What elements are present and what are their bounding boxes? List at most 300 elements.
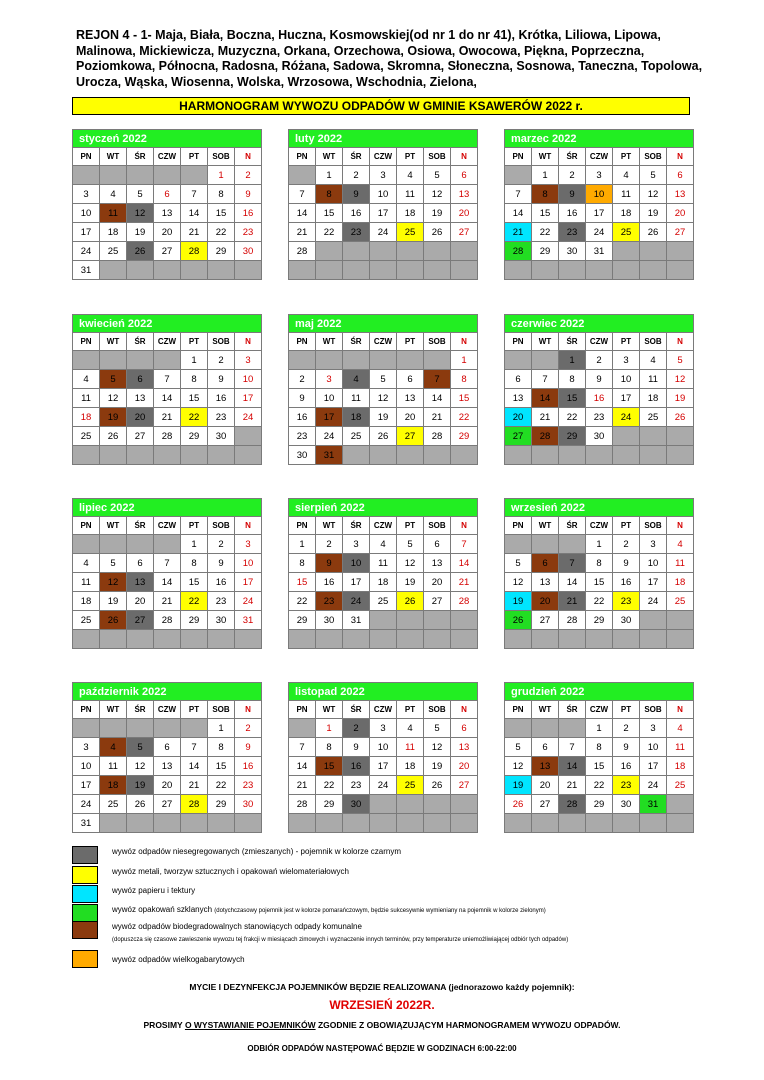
weekday-header: CZW (370, 517, 397, 535)
weekday-header: CZW (586, 333, 613, 351)
day-cell: 15 (316, 204, 343, 223)
day-cell: 24 (586, 223, 613, 242)
empty-cell (316, 261, 343, 280)
empty-cell (316, 814, 343, 833)
legend-label-bio-main: wywóz odpadów biodegradowalnych stanowiących odpady komunalne (112, 922, 362, 931)
day-cell: 18 (343, 408, 370, 427)
day-cell: 29 (181, 427, 208, 446)
weekday-header: SOB (424, 701, 451, 719)
day-cell: 13 (424, 554, 451, 573)
month-title: wrzesień 2022 (504, 498, 694, 516)
day-cell: 2 (343, 166, 370, 185)
day-cell: 16 (235, 757, 262, 776)
day-cell: 18 (100, 223, 127, 242)
day-cell: 26 (424, 223, 451, 242)
day-cell: 26 (505, 611, 532, 630)
day-cell: 19 (424, 757, 451, 776)
day-cell: 13 (505, 389, 532, 408)
day-cell: 7 (154, 370, 181, 389)
day-cell: 1 (208, 166, 235, 185)
day-cell: 18 (73, 592, 100, 611)
day-cell: 8 (208, 738, 235, 757)
weekday-header: ŚR (559, 517, 586, 535)
day-cell: 27 (451, 223, 478, 242)
weekday-header: ŚR (343, 517, 370, 535)
day-cell: 21 (424, 408, 451, 427)
day-cell: 1 (181, 351, 208, 370)
day-cell: 5 (505, 554, 532, 573)
day-cell: 23 (613, 776, 640, 795)
day-cell: 7 (505, 185, 532, 204)
month-title: listopad 2022 (288, 682, 478, 700)
day-cell: 21 (559, 592, 586, 611)
weekday-header: PN (73, 517, 100, 535)
day-cell: 13 (127, 389, 154, 408)
day-cell: 25 (100, 795, 127, 814)
day-cell: 7 (424, 370, 451, 389)
day-cell: 27 (424, 592, 451, 611)
weekday-header: CZW (370, 148, 397, 166)
day-cell: 19 (424, 204, 451, 223)
day-cell: 24 (370, 223, 397, 242)
day-cell: 2 (613, 535, 640, 554)
legend-label-bio (112, 921, 568, 946)
empty-cell (289, 719, 316, 738)
empty-cell (208, 261, 235, 280)
weekday-header: CZW (586, 148, 613, 166)
weekday-header: CZW (154, 333, 181, 351)
day-cell: 31 (343, 611, 370, 630)
day-cell: 10 (73, 204, 100, 223)
empty-cell (100, 814, 127, 833)
day-cell: 1 (316, 166, 343, 185)
day-cell: 13 (532, 573, 559, 592)
day-cell: 10 (370, 185, 397, 204)
day-cell: 6 (667, 166, 694, 185)
empty-cell (154, 446, 181, 465)
empty-cell (100, 446, 127, 465)
empty-cell (235, 427, 262, 446)
empty-cell (289, 814, 316, 833)
weekday-header: WT (532, 333, 559, 351)
day-cell: 25 (667, 592, 694, 611)
weekday-header: ŚR (127, 517, 154, 535)
day-cell: 30 (208, 611, 235, 630)
empty-cell (451, 814, 478, 833)
day-cell: 9 (316, 554, 343, 573)
day-cell: 12 (127, 757, 154, 776)
month-calendar (288, 682, 478, 833)
empty-cell (559, 719, 586, 738)
empty-cell (343, 351, 370, 370)
weekday-header: N (235, 333, 262, 351)
empty-cell (154, 261, 181, 280)
day-cell: 30 (316, 611, 343, 630)
day-cell: 15 (586, 573, 613, 592)
day-cell: 14 (154, 389, 181, 408)
footer-cleaning-month: WRZESIEŃ 2022R. (329, 998, 435, 1012)
day-cell: 20 (451, 204, 478, 223)
day-cell: 7 (289, 185, 316, 204)
day-cell: 24 (235, 592, 262, 611)
day-cell: 24 (640, 776, 667, 795)
empty-cell (181, 261, 208, 280)
empty-cell (208, 630, 235, 649)
day-cell: 2 (343, 719, 370, 738)
day-cell: 7 (559, 738, 586, 757)
legend-swatch-paper (72, 885, 98, 903)
empty-cell (208, 814, 235, 833)
empty-cell (100, 719, 127, 738)
day-cell: 22 (532, 223, 559, 242)
empty-cell (505, 535, 532, 554)
day-cell: 4 (397, 719, 424, 738)
day-cell: 8 (208, 185, 235, 204)
day-cell: 9 (208, 554, 235, 573)
empty-cell (397, 630, 424, 649)
day-cell: 23 (343, 223, 370, 242)
empty-cell (127, 535, 154, 554)
day-cell: 30 (586, 427, 613, 446)
day-cell: 14 (289, 204, 316, 223)
day-cell: 12 (100, 389, 127, 408)
day-cell: 18 (613, 204, 640, 223)
empty-cell (343, 261, 370, 280)
day-cell: 5 (100, 554, 127, 573)
day-cell: 11 (370, 554, 397, 573)
day-cell: 18 (667, 573, 694, 592)
day-cell: 10 (613, 370, 640, 389)
day-cell: 17 (370, 757, 397, 776)
day-cell: 28 (181, 242, 208, 261)
day-cell: 16 (289, 408, 316, 427)
empty-cell (181, 446, 208, 465)
day-cell: 2 (613, 719, 640, 738)
day-cell: 13 (451, 185, 478, 204)
empty-cell (667, 427, 694, 446)
day-cell: 17 (613, 389, 640, 408)
day-cell: 10 (316, 389, 343, 408)
weekday-header: ŚR (559, 333, 586, 351)
day-cell: 26 (667, 408, 694, 427)
month-calendar (288, 129, 478, 280)
day-cell: 3 (73, 738, 100, 757)
weekday-header: PT (613, 148, 640, 166)
day-cell: 17 (73, 223, 100, 242)
weekday-header: PT (613, 701, 640, 719)
day-cell: 29 (181, 611, 208, 630)
empty-cell (100, 630, 127, 649)
footer-request-underlined: O WYSTAWIANIE POJEMNIKÓW (184, 1020, 316, 1030)
empty-cell (73, 630, 100, 649)
empty-cell (640, 242, 667, 261)
day-cell: 23 (289, 427, 316, 446)
day-cell: 11 (100, 757, 127, 776)
day-cell: 20 (532, 776, 559, 795)
day-cell: 12 (640, 185, 667, 204)
day-cell: 28 (181, 795, 208, 814)
day-cell: 19 (127, 223, 154, 242)
day-cell: 4 (370, 535, 397, 554)
empty-cell (505, 719, 532, 738)
legend-label-glass (112, 904, 546, 917)
legend-label-bio-sub: (dopuszcza się czasowe zawieszenie wywozu tej frakcji w miesiącach zimowych i wyznaczenie innych terminów, przy temperaturze uniemożliwiającej odbiór tych odpadów) (112, 937, 569, 943)
empty-cell (640, 630, 667, 649)
month-grid (504, 516, 694, 649)
legend-swatch-mixed (72, 846, 98, 864)
day-cell: 9 (613, 738, 640, 757)
day-cell: 1 (316, 719, 343, 738)
day-cell: 3 (316, 370, 343, 389)
day-cell: 7 (451, 535, 478, 554)
day-cell: 15 (451, 389, 478, 408)
day-cell: 17 (370, 204, 397, 223)
day-cell: 21 (154, 592, 181, 611)
empty-cell (451, 446, 478, 465)
weekday-header: CZW (154, 148, 181, 166)
day-cell: 9 (208, 370, 235, 389)
day-cell: 3 (73, 185, 100, 204)
month-calendar (288, 498, 478, 649)
day-cell: 9 (235, 738, 262, 757)
day-cell: 7 (181, 185, 208, 204)
day-cell: 23 (208, 592, 235, 611)
empty-cell (586, 446, 613, 465)
legend-label-mixed: wywóz odpadów niesegregowanych (zmieszanych) - pojemnik w kolorze czarnym (112, 847, 402, 856)
month-grid (72, 332, 262, 465)
weekday-header: CZW (586, 701, 613, 719)
month-grid (504, 700, 694, 833)
day-cell: 3 (235, 351, 262, 370)
empty-cell (586, 261, 613, 280)
day-cell: 29 (586, 795, 613, 814)
day-cell: 25 (667, 776, 694, 795)
day-cell: 23 (559, 223, 586, 242)
day-cell: 4 (73, 554, 100, 573)
weekday-header: N (667, 333, 694, 351)
empty-cell (640, 611, 667, 630)
day-cell: 17 (586, 204, 613, 223)
weekday-header: PN (505, 517, 532, 535)
day-cell: 22 (451, 408, 478, 427)
day-cell: 12 (100, 573, 127, 592)
day-cell: 3 (586, 166, 613, 185)
empty-cell (208, 446, 235, 465)
day-cell: 21 (154, 408, 181, 427)
empty-cell (181, 166, 208, 185)
day-cell: 8 (316, 185, 343, 204)
empty-cell (100, 166, 127, 185)
weekday-header: WT (100, 517, 127, 535)
day-cell: 19 (127, 776, 154, 795)
legend-swatch-bulk (72, 950, 98, 968)
empty-cell (235, 446, 262, 465)
empty-cell (667, 630, 694, 649)
day-cell: 28 (424, 427, 451, 446)
month-grid (288, 147, 478, 280)
weekday-header: WT (100, 333, 127, 351)
day-cell: 31 (586, 242, 613, 261)
empty-cell (316, 630, 343, 649)
legend-metal (72, 866, 349, 884)
day-cell: 20 (127, 408, 154, 427)
empty-cell (424, 446, 451, 465)
empty-cell (235, 814, 262, 833)
weekday-header: N (235, 517, 262, 535)
day-cell: 3 (343, 535, 370, 554)
day-cell: 5 (667, 351, 694, 370)
empty-cell (559, 446, 586, 465)
day-cell: 14 (424, 389, 451, 408)
legend-bulk (72, 950, 245, 968)
weekday-header: SOB (208, 701, 235, 719)
weekday-header: PN (289, 701, 316, 719)
day-cell: 10 (586, 185, 613, 204)
empty-cell (73, 719, 100, 738)
day-cell: 14 (181, 204, 208, 223)
month-grid (72, 147, 262, 280)
weekday-header: N (667, 517, 694, 535)
day-cell: 27 (667, 223, 694, 242)
day-cell: 2 (235, 166, 262, 185)
day-cell: 6 (451, 719, 478, 738)
empty-cell (667, 446, 694, 465)
empty-cell (343, 446, 370, 465)
empty-cell (505, 446, 532, 465)
day-cell: 3 (640, 535, 667, 554)
empty-cell (667, 242, 694, 261)
day-cell: 6 (532, 554, 559, 573)
empty-cell (370, 630, 397, 649)
day-cell: 29 (289, 611, 316, 630)
day-cell: 26 (640, 223, 667, 242)
empty-cell (613, 261, 640, 280)
weekday-header: N (451, 701, 478, 719)
day-cell: 16 (235, 204, 262, 223)
weekday-header: PN (505, 333, 532, 351)
weekday-header: N (451, 148, 478, 166)
month-title: lipiec 2022 (72, 498, 262, 516)
day-cell: 28 (532, 427, 559, 446)
day-cell: 3 (613, 351, 640, 370)
day-cell: 17 (235, 389, 262, 408)
weekday-header: SOB (424, 148, 451, 166)
day-cell: 21 (181, 776, 208, 795)
day-cell: 12 (424, 185, 451, 204)
empty-cell (154, 719, 181, 738)
day-cell: 21 (289, 776, 316, 795)
day-cell: 6 (127, 554, 154, 573)
day-cell: 5 (424, 719, 451, 738)
footer (0, 982, 764, 1053)
day-cell: 19 (505, 592, 532, 611)
day-cell: 18 (667, 757, 694, 776)
empty-cell (532, 630, 559, 649)
day-cell: 9 (343, 185, 370, 204)
day-cell: 14 (559, 573, 586, 592)
day-cell: 20 (667, 204, 694, 223)
day-cell: 27 (451, 776, 478, 795)
empty-cell (127, 719, 154, 738)
footer-request-pre: PROSIMY (143, 1020, 185, 1030)
day-cell: 24 (73, 242, 100, 261)
day-cell: 28 (154, 611, 181, 630)
day-cell: 15 (532, 204, 559, 223)
day-cell: 8 (559, 370, 586, 389)
weekday-header: PN (289, 333, 316, 351)
weekday-header: WT (316, 333, 343, 351)
month-grid (288, 516, 478, 649)
empty-cell (667, 814, 694, 833)
empty-cell (397, 611, 424, 630)
day-cell: 21 (532, 408, 559, 427)
day-cell: 12 (127, 204, 154, 223)
day-cell: 20 (451, 757, 478, 776)
day-cell: 4 (667, 535, 694, 554)
weekday-header: ŚR (127, 333, 154, 351)
empty-cell (343, 630, 370, 649)
footer-request-post: ZGODNIE Z OBOWIĄZUJĄCYM HARMONOGRAMEM WYWOZU ODPADÓW. (315, 1020, 621, 1030)
day-cell: 30 (208, 427, 235, 446)
legend-swatch-bio (72, 921, 98, 939)
empty-cell (370, 261, 397, 280)
day-cell: 11 (640, 370, 667, 389)
day-cell: 25 (397, 223, 424, 242)
day-cell: 26 (127, 242, 154, 261)
empty-cell (73, 351, 100, 370)
day-cell: 2 (559, 166, 586, 185)
weekday-header: PT (613, 517, 640, 535)
month-grid (504, 332, 694, 465)
day-cell: 14 (154, 573, 181, 592)
day-cell: 19 (100, 408, 127, 427)
weekday-header: ŚR (343, 701, 370, 719)
weekday-header: WT (100, 148, 127, 166)
day-cell: 6 (451, 166, 478, 185)
empty-cell (370, 446, 397, 465)
day-cell: 27 (532, 795, 559, 814)
day-cell: 10 (370, 738, 397, 757)
empty-cell (532, 814, 559, 833)
weekday-header: PT (181, 517, 208, 535)
empty-cell (397, 261, 424, 280)
empty-cell (154, 351, 181, 370)
empty-cell (532, 446, 559, 465)
day-cell: 7 (154, 554, 181, 573)
day-cell: 6 (154, 738, 181, 757)
month-title: kwiecień 2022 (72, 314, 262, 332)
empty-cell (181, 719, 208, 738)
empty-cell (127, 166, 154, 185)
day-cell: 30 (613, 611, 640, 630)
legend-label-glass-main: wywóz opakowań szklanych (112, 905, 213, 914)
weekday-header: SOB (640, 333, 667, 351)
empty-cell (73, 166, 100, 185)
month-grid (288, 332, 478, 465)
legend-label-paper: wywóz papieru i tektury (112, 886, 196, 895)
month-title: październik 2022 (72, 682, 262, 700)
district-streets-header: REJON 4 - 1- Maja, Biała, Boczna, Huczna, Kosmowskiej(od nr 1 do nr 41), Krótka, Liliowa, Lipowa, Malinowa, Mickiewicza, Muzyczna, Orkana, Orzechowa, Osiowa, Owocowa, Piękna, Poprzeczna, Poziomkowa, Północna, Radosna, Różana, Sadowa, Skromna, Słoneczna, Sosnowa, Taneczna, Topolowa, Urocza, Wąska, Wiosenna, Wolska, Wrzosowa, Wschodnia, Zielona, (76, 28, 703, 89)
day-cell: 28 (451, 592, 478, 611)
weekday-header: PT (181, 148, 208, 166)
day-cell: 28 (289, 242, 316, 261)
day-cell: 15 (181, 389, 208, 408)
day-cell: 29 (559, 427, 586, 446)
legend-swatch-glass (72, 904, 98, 922)
day-cell: 16 (316, 573, 343, 592)
day-cell: 29 (316, 795, 343, 814)
empty-cell (613, 446, 640, 465)
